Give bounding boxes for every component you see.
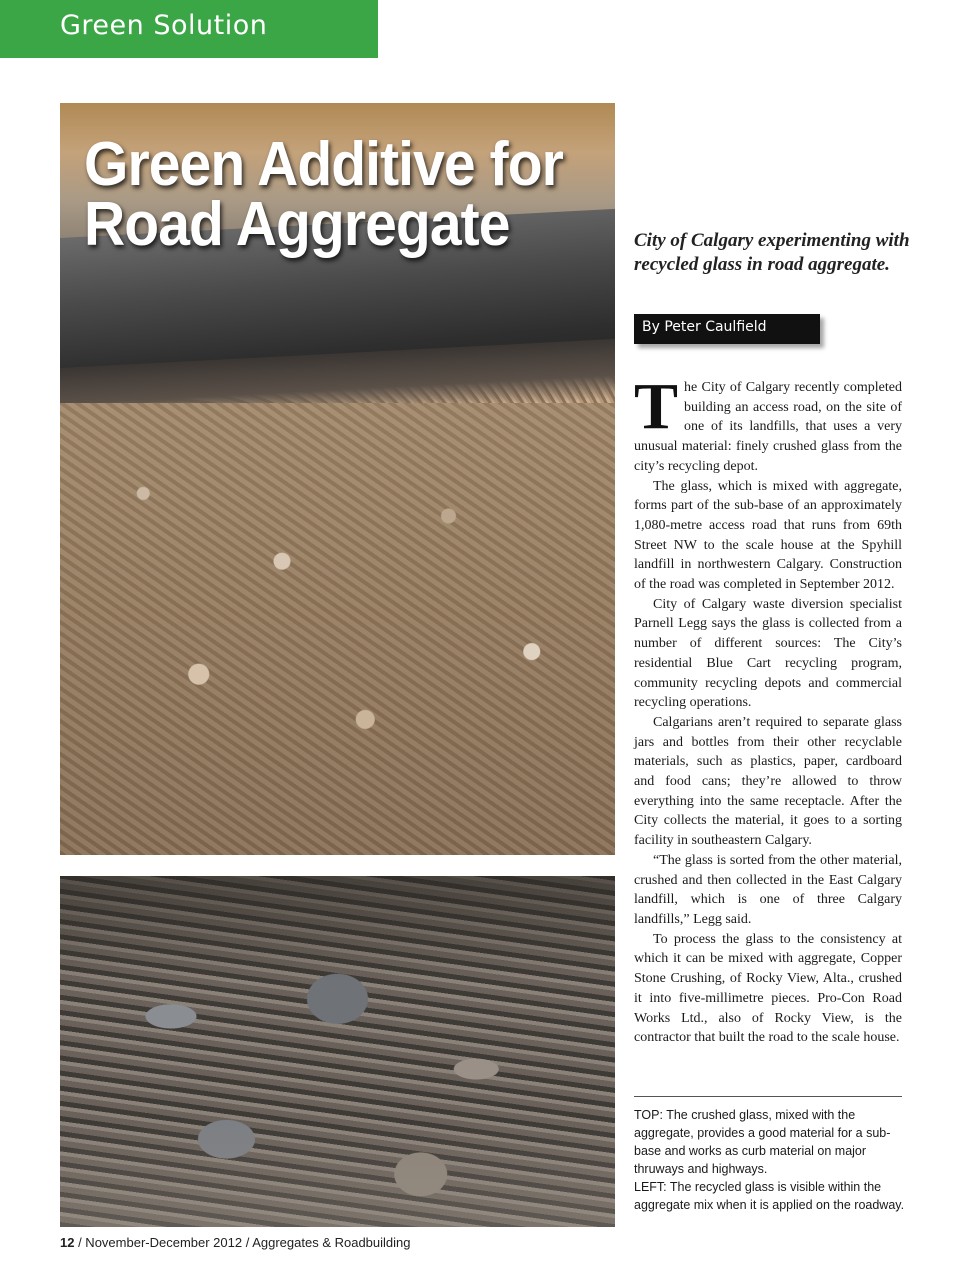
headline-line-2: Road Aggregate (84, 190, 510, 259)
caption-top: TOP: The crushed glass, mixed with the aggregate, provides a good material for a sub-base and works as curb material on major thruways and highways. (634, 1108, 891, 1176)
article-deck: City of Calgary experimenting with recycled glass in road aggregate. (634, 230, 910, 275)
caption-divider (634, 1096, 902, 1097)
headline-line-1: Green Additive for (84, 130, 563, 199)
photo-gravel-shoulder (60, 403, 615, 855)
section-tab (0, 0, 378, 58)
headline (84, 130, 618, 259)
page-number: 12 (60, 1235, 75, 1250)
byline-box (634, 314, 820, 344)
photo-depth-haze (60, 876, 615, 1227)
article-paragraph: To process the glass to the consistency at which it can be mixed with aggregate, Copper Stone Crushing, of Rocky View, Alta., crushed it into five-millimetre pieces. Pro-Con Road Works Ltd., also of Rocky View, is the contractor that built the road to the scale house. (634, 931, 902, 1046)
page-footer (60, 1235, 411, 1250)
article-paragraph: The City of Calgary recently completed building an access road, on the site of one of its landfills, that uses a very unusual material: finely crushed glass from the city’s recycling depot. (634, 370, 902, 474)
footer-publication: / November-December 2012 / Aggregates & Roadbuilding (74, 1235, 411, 1250)
article-body (634, 370, 902, 1048)
article-paragraph: “The glass is sorted from the other material, crushed and then collected in the East Calgary landfill, which is one of three Calgary landfills,” Legg said. (634, 852, 902, 927)
bottom-photo-aggregate-closeup (60, 876, 615, 1227)
article-paragraph: Calgarians aren’t required to separate glass jars and bottles from their other recyclable materials, such as plastics, paper, cardboard and food cans; they’re allowed to throw everything into the same receptacle. After the City collects the material, it goes to a sorting facility in southeastern Calgary. (634, 714, 902, 849)
drop-cap: T (634, 370, 679, 443)
byline-text: By Peter Caulfield (642, 319, 767, 335)
caption-left: LEFT: The recycled glass is visible within the aggregate mix when it is applied on the roadway. (634, 1180, 905, 1212)
article-paragraph: City of Calgary waste diversion specialist Parnell Legg says the glass is collected from a number of different sources: The City’s residential Blue Cart recycling program, community recycling depots and commercial recycling operations. (634, 596, 902, 711)
photo-caption (634, 1106, 909, 1214)
section-label: Green Solution (60, 10, 268, 41)
article-paragraph: The glass, which is mixed with aggregate, forms part of the sub-base of an approximately 1,080-metre access road that runs from 69th Street NW to the scale house at the Spyhill landfill in northwestern Calgary. Construction of the road was completed in September 2012. (634, 478, 902, 593)
